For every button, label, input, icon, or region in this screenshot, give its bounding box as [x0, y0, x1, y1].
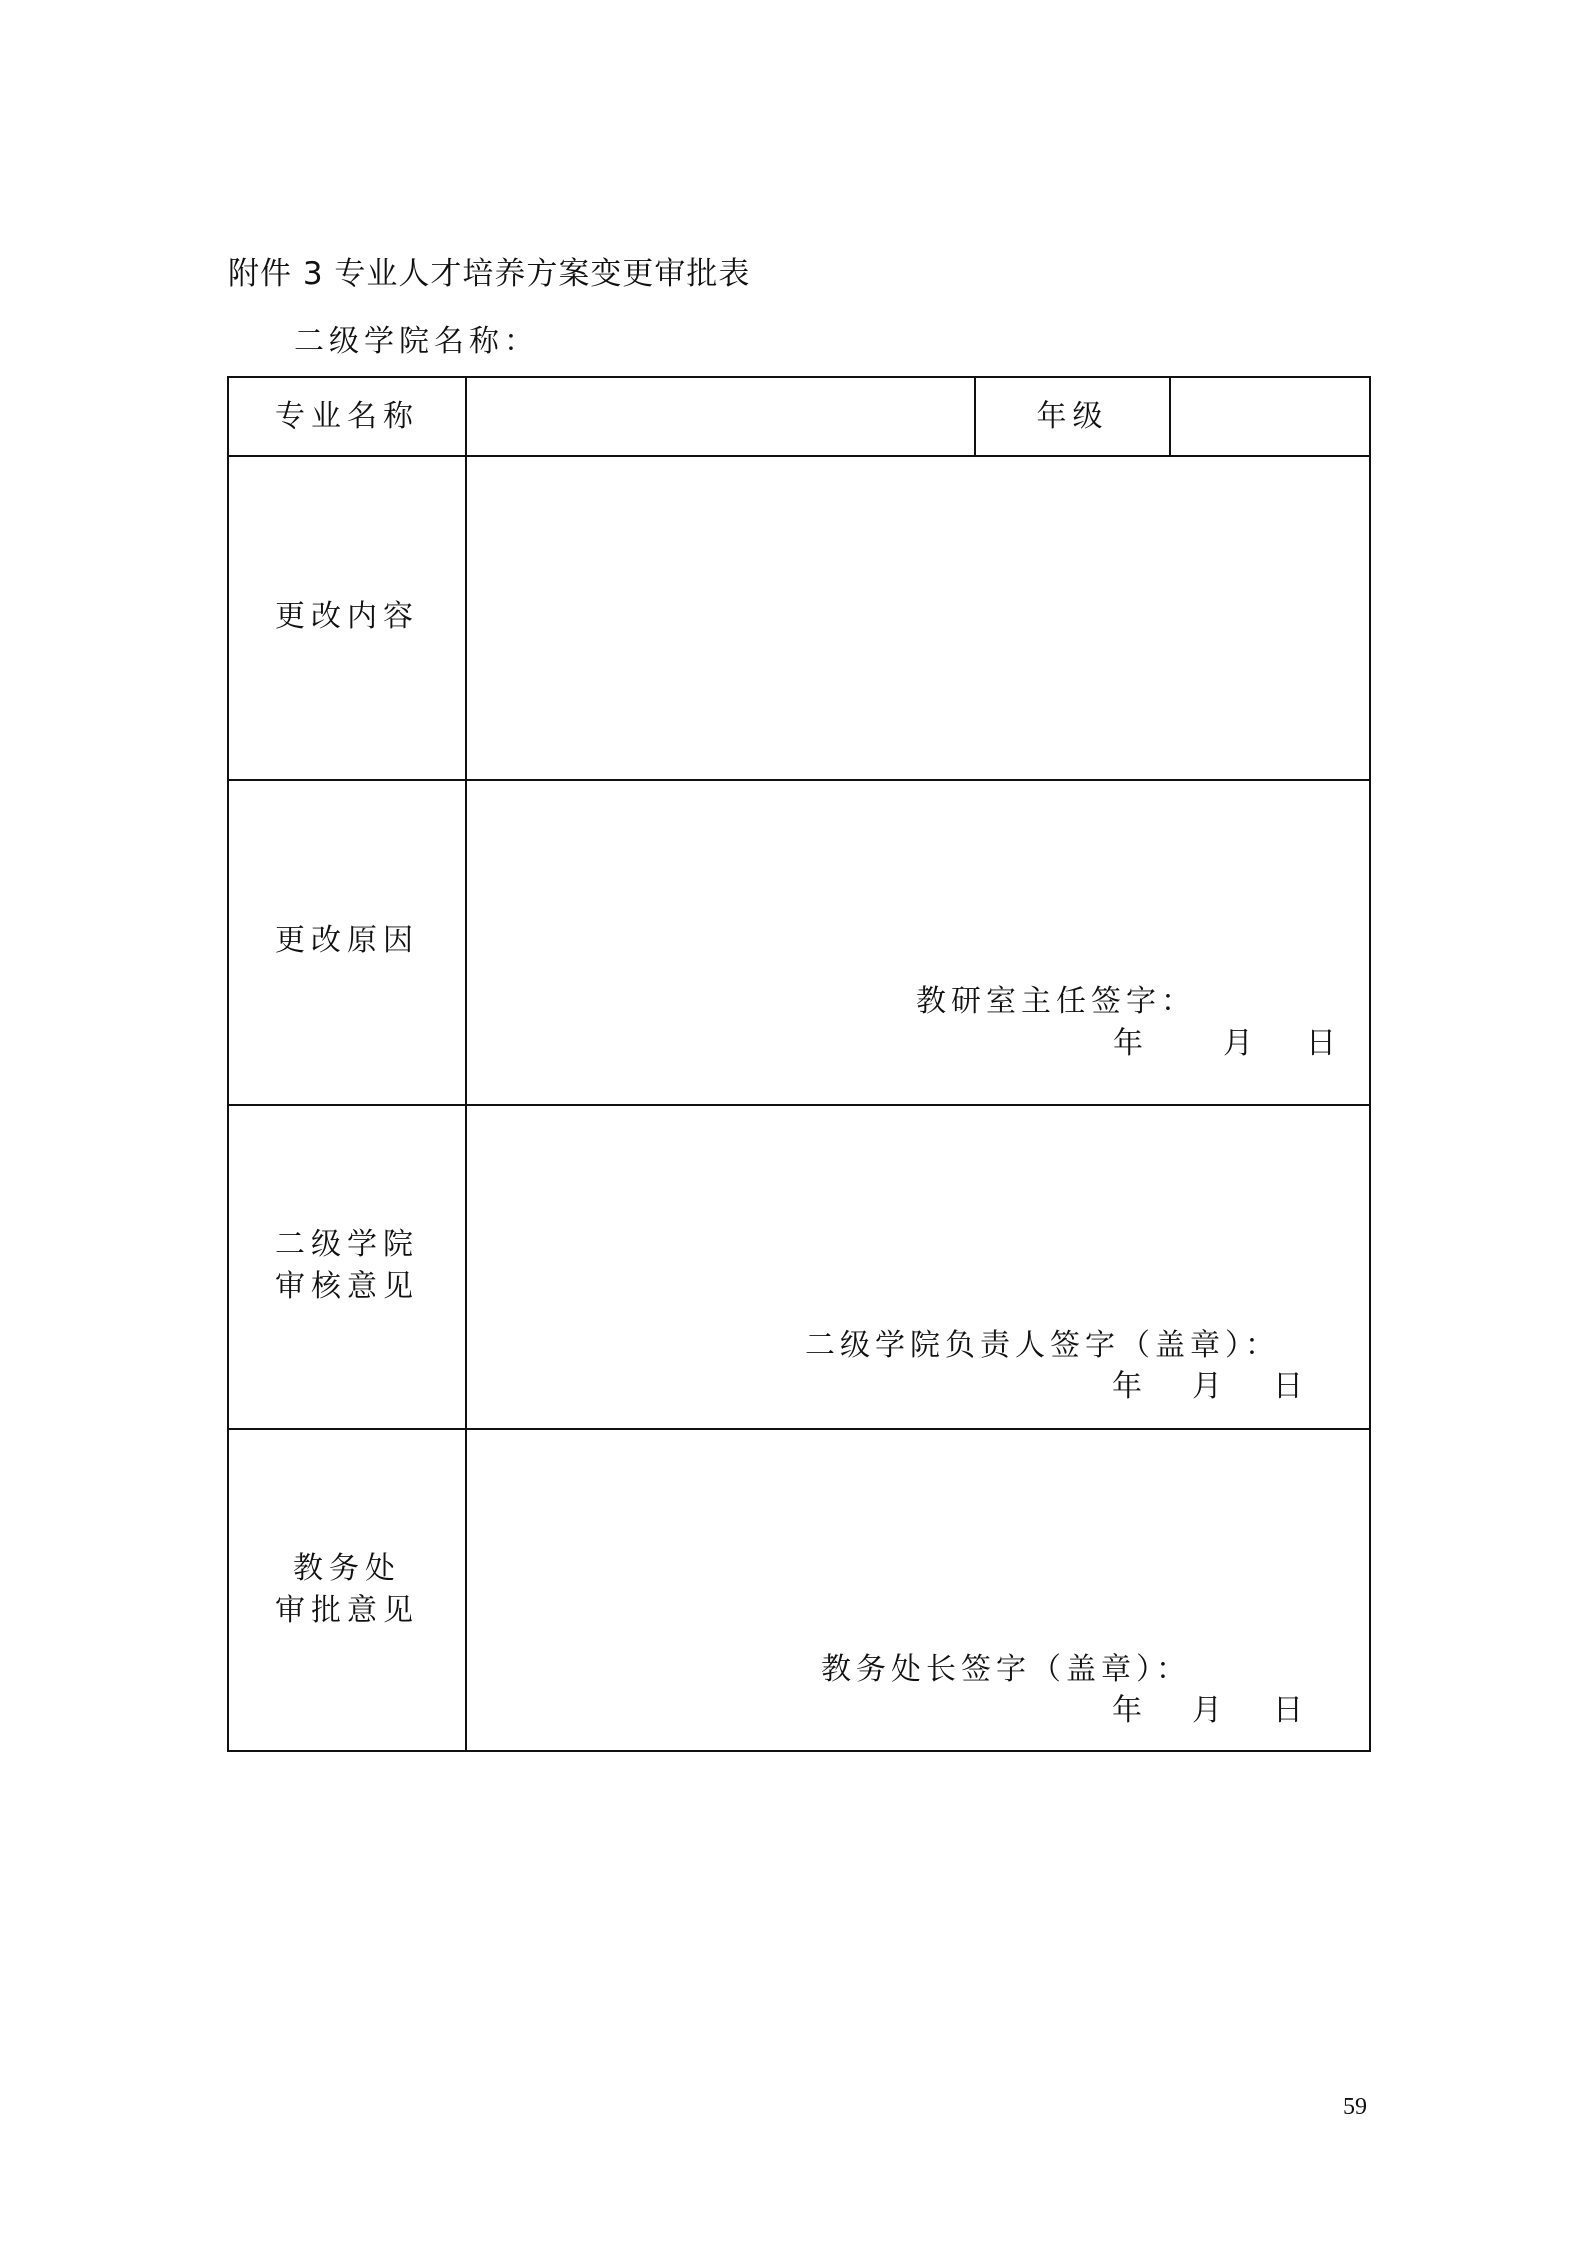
- college-review-field[interactable]: [469, 1109, 1365, 1425]
- academic-affairs-field[interactable]: [469, 1433, 1365, 1746]
- college-review-label-line1: 二级学院: [275, 1227, 419, 1262]
- date-year: 年: [1113, 1026, 1143, 1061]
- date-day: 日: [1306, 1026, 1336, 1061]
- college-name-label: 二级学院名称：: [294, 324, 539, 359]
- row-divider: [229, 779, 1369, 781]
- academic-affairs-label-line2: 审批意见: [275, 1593, 419, 1628]
- change-reason-label: 更改原因: [275, 923, 419, 958]
- academic-affairs-head-signature-label: 教务处长签字（盖章）：: [821, 1652, 1191, 1687]
- row-divider: [229, 1104, 1369, 1106]
- date-month: 月: [1223, 1026, 1253, 1061]
- grade-value-divider: [1169, 378, 1171, 456]
- academic-affairs-label: [229, 1548, 465, 1632]
- major-name-field[interactable]: [469, 382, 969, 452]
- grade-label: 年级: [1036, 399, 1109, 434]
- date-day: 日: [1273, 1369, 1303, 1404]
- approval-form-table: [227, 376, 1371, 1752]
- grade-field[interactable]: [1173, 382, 1365, 452]
- date-month: 月: [1192, 1693, 1222, 1728]
- teaching-director-signature-label: 教研室主任签字：: [916, 984, 1196, 1019]
- change-content-label: 更改内容: [275, 599, 419, 634]
- academic-affairs-label-line1: 教务处: [293, 1551, 401, 1586]
- change-content-field[interactable]: [469, 460, 1365, 776]
- page-number: 59: [1343, 2094, 1367, 2120]
- date-year: 年: [1112, 1693, 1142, 1728]
- college-review-label: [229, 1224, 465, 1308]
- major-name-label: 专业名称: [275, 399, 419, 434]
- row-divider: [229, 1428, 1369, 1430]
- row-divider: [229, 455, 1369, 457]
- date-year: 年: [1112, 1369, 1142, 1404]
- college-review-label-line2: 审核意见: [275, 1269, 419, 1304]
- label-column-divider: [465, 378, 467, 1750]
- date-day: 日: [1273, 1693, 1303, 1728]
- college-head-signature-label: 二级学院负责人签字（盖章）：: [805, 1328, 1280, 1363]
- document-title: 附件 3 专业人才培养方案变更审批表: [228, 256, 751, 292]
- date-month: 月: [1192, 1369, 1222, 1404]
